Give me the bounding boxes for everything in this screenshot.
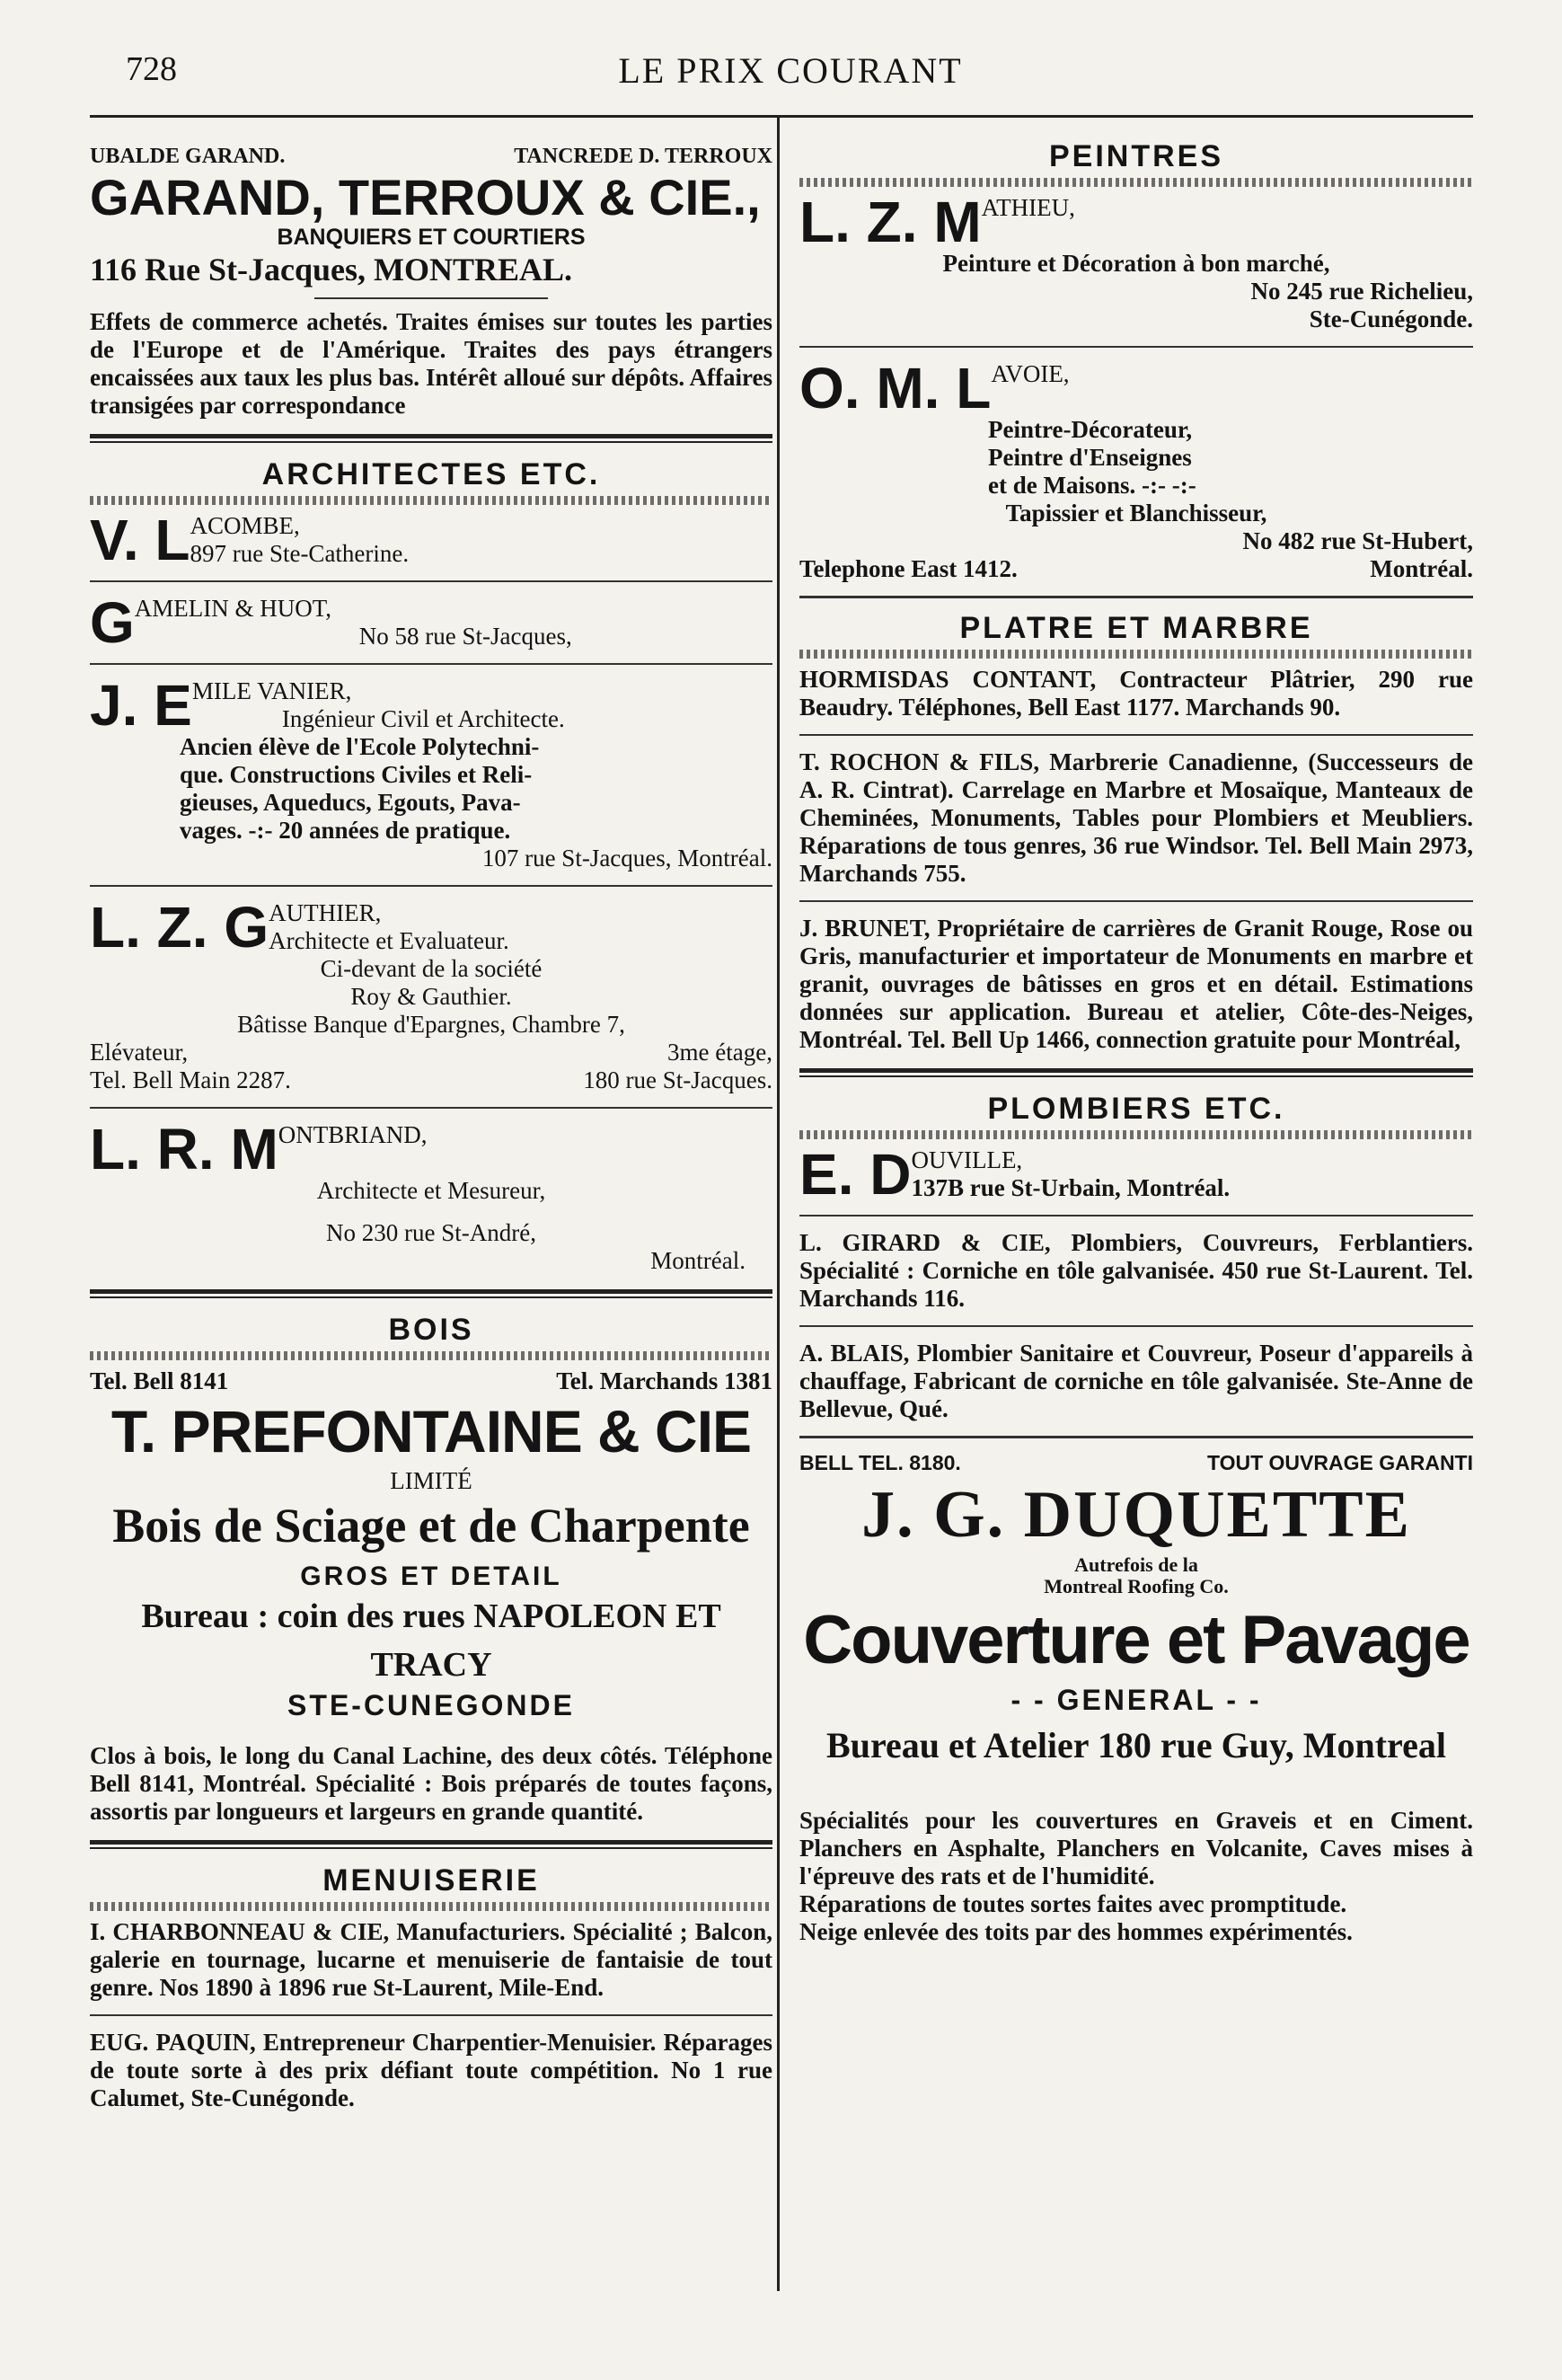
page-title: LE PRIX COURANT xyxy=(618,50,963,91)
gauthier-line: Roy & Gauthier. xyxy=(350,983,512,1010)
platre-section xyxy=(799,611,1473,1054)
montbriand-initials: L. R. M xyxy=(90,1117,278,1181)
vanier-line: que. Constructions Civiles et Reli- xyxy=(180,761,533,788)
duquette-former: Autrefois de la xyxy=(1074,1553,1198,1576)
duquette-name: J. G. DUQUETTE xyxy=(861,1478,1411,1552)
mathieu-line: No 245 rue Richelieu, xyxy=(1250,278,1473,305)
douville-ad xyxy=(799,1142,1473,1207)
paquin-ad: EUG. PAQUIN, Entrepreneur Charpentier-Menuisier. Réparages de toute sorte à des prix défiant toute compétition. No 1 rue Calumet, Ste-Cunégonde. xyxy=(90,2029,772,2111)
lacombe-ad xyxy=(90,508,772,572)
montbriand-line: Architecte et Mesureur, xyxy=(316,1177,546,1204)
lavoie-name: AVOIE, xyxy=(991,360,1070,387)
lavoie-city: Montréal. xyxy=(1370,555,1473,582)
lavoie-ad xyxy=(799,356,1473,583)
prefontaine-place: STE-CUNEGONDE xyxy=(287,1689,575,1721)
section-heading-architectes: ARCHITECTES ETC. xyxy=(261,457,601,491)
bois-tel-left: Tel. Bell 8141 xyxy=(90,1367,229,1394)
architectes-section xyxy=(90,457,772,1275)
gauthier-line: 3me étage, xyxy=(667,1039,772,1066)
vanier-line: vages. -:- 20 années de pratique. xyxy=(180,817,511,844)
lavoie-line: Tapissier et Blanchisseur, xyxy=(1005,500,1267,526)
lacombe-name: ACOMBE, xyxy=(190,512,300,539)
garand-name: GARAND, TERROUX & CIE., xyxy=(90,169,761,226)
gauthier-address: 180 rue St-Jacques. xyxy=(583,1066,772,1093)
garand-address: 116 Rue St-Jacques, MONTREAL. xyxy=(90,252,573,288)
garand-ad xyxy=(90,143,772,420)
prefontaine-name: T. PREFONTAINE & CIE xyxy=(110,1398,752,1464)
gamelin-ad xyxy=(90,590,772,655)
gauthier-line: Architecte et Evaluateur. xyxy=(269,927,509,954)
douville-initials: E. D xyxy=(799,1142,912,1207)
lavoie-line: Peintre d'Enseignes xyxy=(988,444,1192,471)
gauthier-ad xyxy=(90,895,772,1094)
gauthier-line: Ci-devant de la société xyxy=(320,955,543,982)
duquette-text: Spécialités pour les couvertures en Graveis et en Ciment. Planchers en Asphalte, Planchers en Volcanite, Caves mises à l'épreuve des rats et de l'humidité. xyxy=(799,1807,1473,1889)
mathieu-ad xyxy=(799,190,1473,333)
peintres-section xyxy=(799,139,1473,583)
bois-section xyxy=(90,1313,772,1826)
prefontaine-products: Bois de Sciage et de Charpente xyxy=(112,1499,750,1553)
mathieu-name: ATHIEU, xyxy=(981,194,1075,221)
vanier-initials: J. E xyxy=(90,673,192,738)
menuiserie-section xyxy=(90,1863,772,2112)
section-rule xyxy=(90,1840,772,1849)
brunet-ad: J. BRUNET, Propriétaire de carrières de Granit Rouge, Rose ou Gris, manufacturier et importateur de Monuments en marbre et granit, ouvrages de bâtisses en gros et en détail. Estimations données sur application. Bureau et atelier, Côte-des-Neiges, Montréal. Tel. Bell Up 1466, connection gratuite pour Montréal, xyxy=(799,915,1473,1053)
section-heading-peintres: PEINTRES xyxy=(1048,139,1224,173)
montbriand-name: ONTBRIAND, xyxy=(278,1121,428,1148)
prefontaine-text: Clos à bois, le long du Canal Lachine, des deux côtés. Téléphone Bell 8141, Montréal. Spécialité : Bois préparés de toutes façons, assortis par longueurs et largeurs en grande quantité. xyxy=(90,1742,772,1825)
partner-right: TANCREDE D. TERROUX xyxy=(514,145,772,168)
duquette-text: Neige enlevée des toits par des hommes expérimentés. xyxy=(799,1918,1353,1945)
vanier-address: 107 rue St-Jacques, Montréal. xyxy=(481,845,772,871)
duquette-tel: BELL TEL. 8180. xyxy=(799,1451,961,1474)
gauthier-tel: Tel. Bell Main 2287. xyxy=(90,1066,291,1093)
header-rule xyxy=(90,115,1473,118)
vanier-ad xyxy=(90,673,772,872)
duquette-guarantee: TOUT OUVRAGE GARANTI xyxy=(1206,1451,1473,1474)
gauthier-initials: L. Z. G xyxy=(90,895,269,960)
bois-tel-right: Tel. Marchands 1381 xyxy=(556,1367,772,1394)
mathieu-initials: L. Z. M xyxy=(799,190,982,254)
mathieu-line: Peinture et Décoration à bon marché, xyxy=(942,250,1330,277)
section-rule xyxy=(799,1068,1473,1077)
prefontaine-gros: GROS ET DETAIL xyxy=(300,1562,562,1591)
montbriand-line: Montréal. xyxy=(650,1247,746,1274)
gauthier-name: AUTHIER, xyxy=(269,899,382,926)
garand-text: Effets de commerce achetés. Traites émises sur toutes les parties de l'Europe et de l'Amérique. Traites des pays étrangers encaissées aux taux les plus bas. Intérêt alloué sur dépôts. Affaires transigées par correspondance xyxy=(90,308,772,419)
vanier-name: MILE VANIER, xyxy=(191,677,352,704)
duquette-general: - - GENERAL - - xyxy=(1010,1684,1262,1716)
section-rule xyxy=(90,1289,772,1298)
gauthier-line: Elévateur, xyxy=(90,1039,189,1066)
section-heading-bois: BOIS xyxy=(388,1313,474,1347)
plombiers-section xyxy=(799,1092,1473,1423)
section-heading-platre: PLATRE ET MARBRE xyxy=(959,611,1313,645)
gauthier-line: Bâtisse Banque d'Epargnes, Chambre 7, xyxy=(237,1011,625,1038)
duquette-former: Montreal Roofing Co. xyxy=(1044,1575,1229,1597)
lavoie-initials: O. M. L xyxy=(799,356,992,420)
lavoie-line: Peintre-Décorateur, xyxy=(988,416,1193,443)
rochon-ad: T. ROCHON & FILS, Marbrerie Canadienne, (Successeurs de A. R. Cintrat). Carrelage en Marbre et Mosaïque, Manteaux de Cheminées, Monuments, Tables pour Plombiers et Meubliers. Réparations de tous genres, 36 rue Windsor. Tel. Bell Main 2973, Marchands 755. xyxy=(799,748,1473,887)
montbriand-line: No 230 rue St-André, xyxy=(326,1219,536,1246)
lacombe-initials: V. L xyxy=(90,508,190,572)
gamelin-address: No 58 rue St-Jacques, xyxy=(358,623,572,650)
right-column xyxy=(799,121,1473,1946)
duquette-text: Réparations de toutes sortes faites avec promptitude. xyxy=(799,1890,1347,1917)
lacombe-address: 897 rue Ste-Catherine. xyxy=(190,540,410,567)
garand-sub: BANQUIERS ET COURTIERS xyxy=(277,225,586,250)
vanier-line: Ancien élève de l'Ecole Polytechni- xyxy=(180,733,540,760)
gamelin-name: AMELIN & HUOT, xyxy=(134,595,331,622)
douville-name: OUVILLE, xyxy=(911,1146,1023,1173)
duquette-products: Couverture et Pavage xyxy=(803,1602,1469,1678)
section-heading-menuiserie: MENUISERIE xyxy=(322,1863,540,1898)
lavoie-line: No 482 rue St-Hubert, xyxy=(1242,527,1473,554)
duquette-bureau: Bureau et Atelier 180 rue Guy, Montreal xyxy=(826,1725,1446,1765)
page-number: 728 xyxy=(126,50,177,88)
partner-left: UBALDE GARAND. xyxy=(90,145,286,168)
page-header xyxy=(90,49,1491,103)
contant-ad: HORMISDAS CONTANT, Contracteur Plâtrier, 290 rue Beaudry. Téléphones, Bell East 1177. Marchands 90. xyxy=(799,666,1473,721)
montbriand-ad xyxy=(90,1117,772,1275)
section-rule xyxy=(90,434,772,443)
charbonneau-ad: I. CHARBONNEAU & CIE, Manufacturiers. Spécialité ; Balcon, galerie en tournage, lucarne et menuiserie de fantaisie de tout genre. Nos 1890 à 1896 rue St-Laurent, Mile-End. xyxy=(90,1918,772,2001)
blais-ad: A. BLAIS, Plombier Sanitaire et Couvreur, Poseur d'appareils à chauffage, Fabricant de corniche en tôle galvanisée. Ste-Anne de Bellevue, Qué. xyxy=(799,1340,1473,1422)
duquette-ad xyxy=(799,1451,1473,1946)
lavoie-line: et de Maisons. -:- -:- xyxy=(988,472,1196,499)
gamelin-initials: G xyxy=(90,590,135,655)
prefontaine-limite: LIMITÉ xyxy=(390,1467,472,1494)
prefontaine-bureau: Bureau : coin des rues NAPOLEON ET TRACY xyxy=(141,1597,721,1684)
section-heading-plombiers: PLOMBIERS ETC. xyxy=(987,1092,1285,1126)
douville-address: 137B rue St-Urbain, Montréal. xyxy=(911,1174,1231,1201)
vanier-line: Ingénieur Civil et Architecte. xyxy=(281,705,565,732)
girard-ad: L. GIRARD & CIE, Plombiers, Couvreurs, Ferblantiers. Spécialité : Corniche en tôle galvanisée. 450 rue St-Laurent. Tel. Marchands 116. xyxy=(799,1229,1473,1312)
mathieu-line: Ste-Cunégonde. xyxy=(1309,305,1473,332)
column-divider xyxy=(777,117,780,2291)
left-column xyxy=(90,121,772,2112)
vanier-line: gieuses, Aqueducs, Egouts, Pava- xyxy=(180,789,521,816)
lavoie-tel: Telephone East 1412. xyxy=(799,555,1018,582)
wavy-rule xyxy=(90,496,772,505)
